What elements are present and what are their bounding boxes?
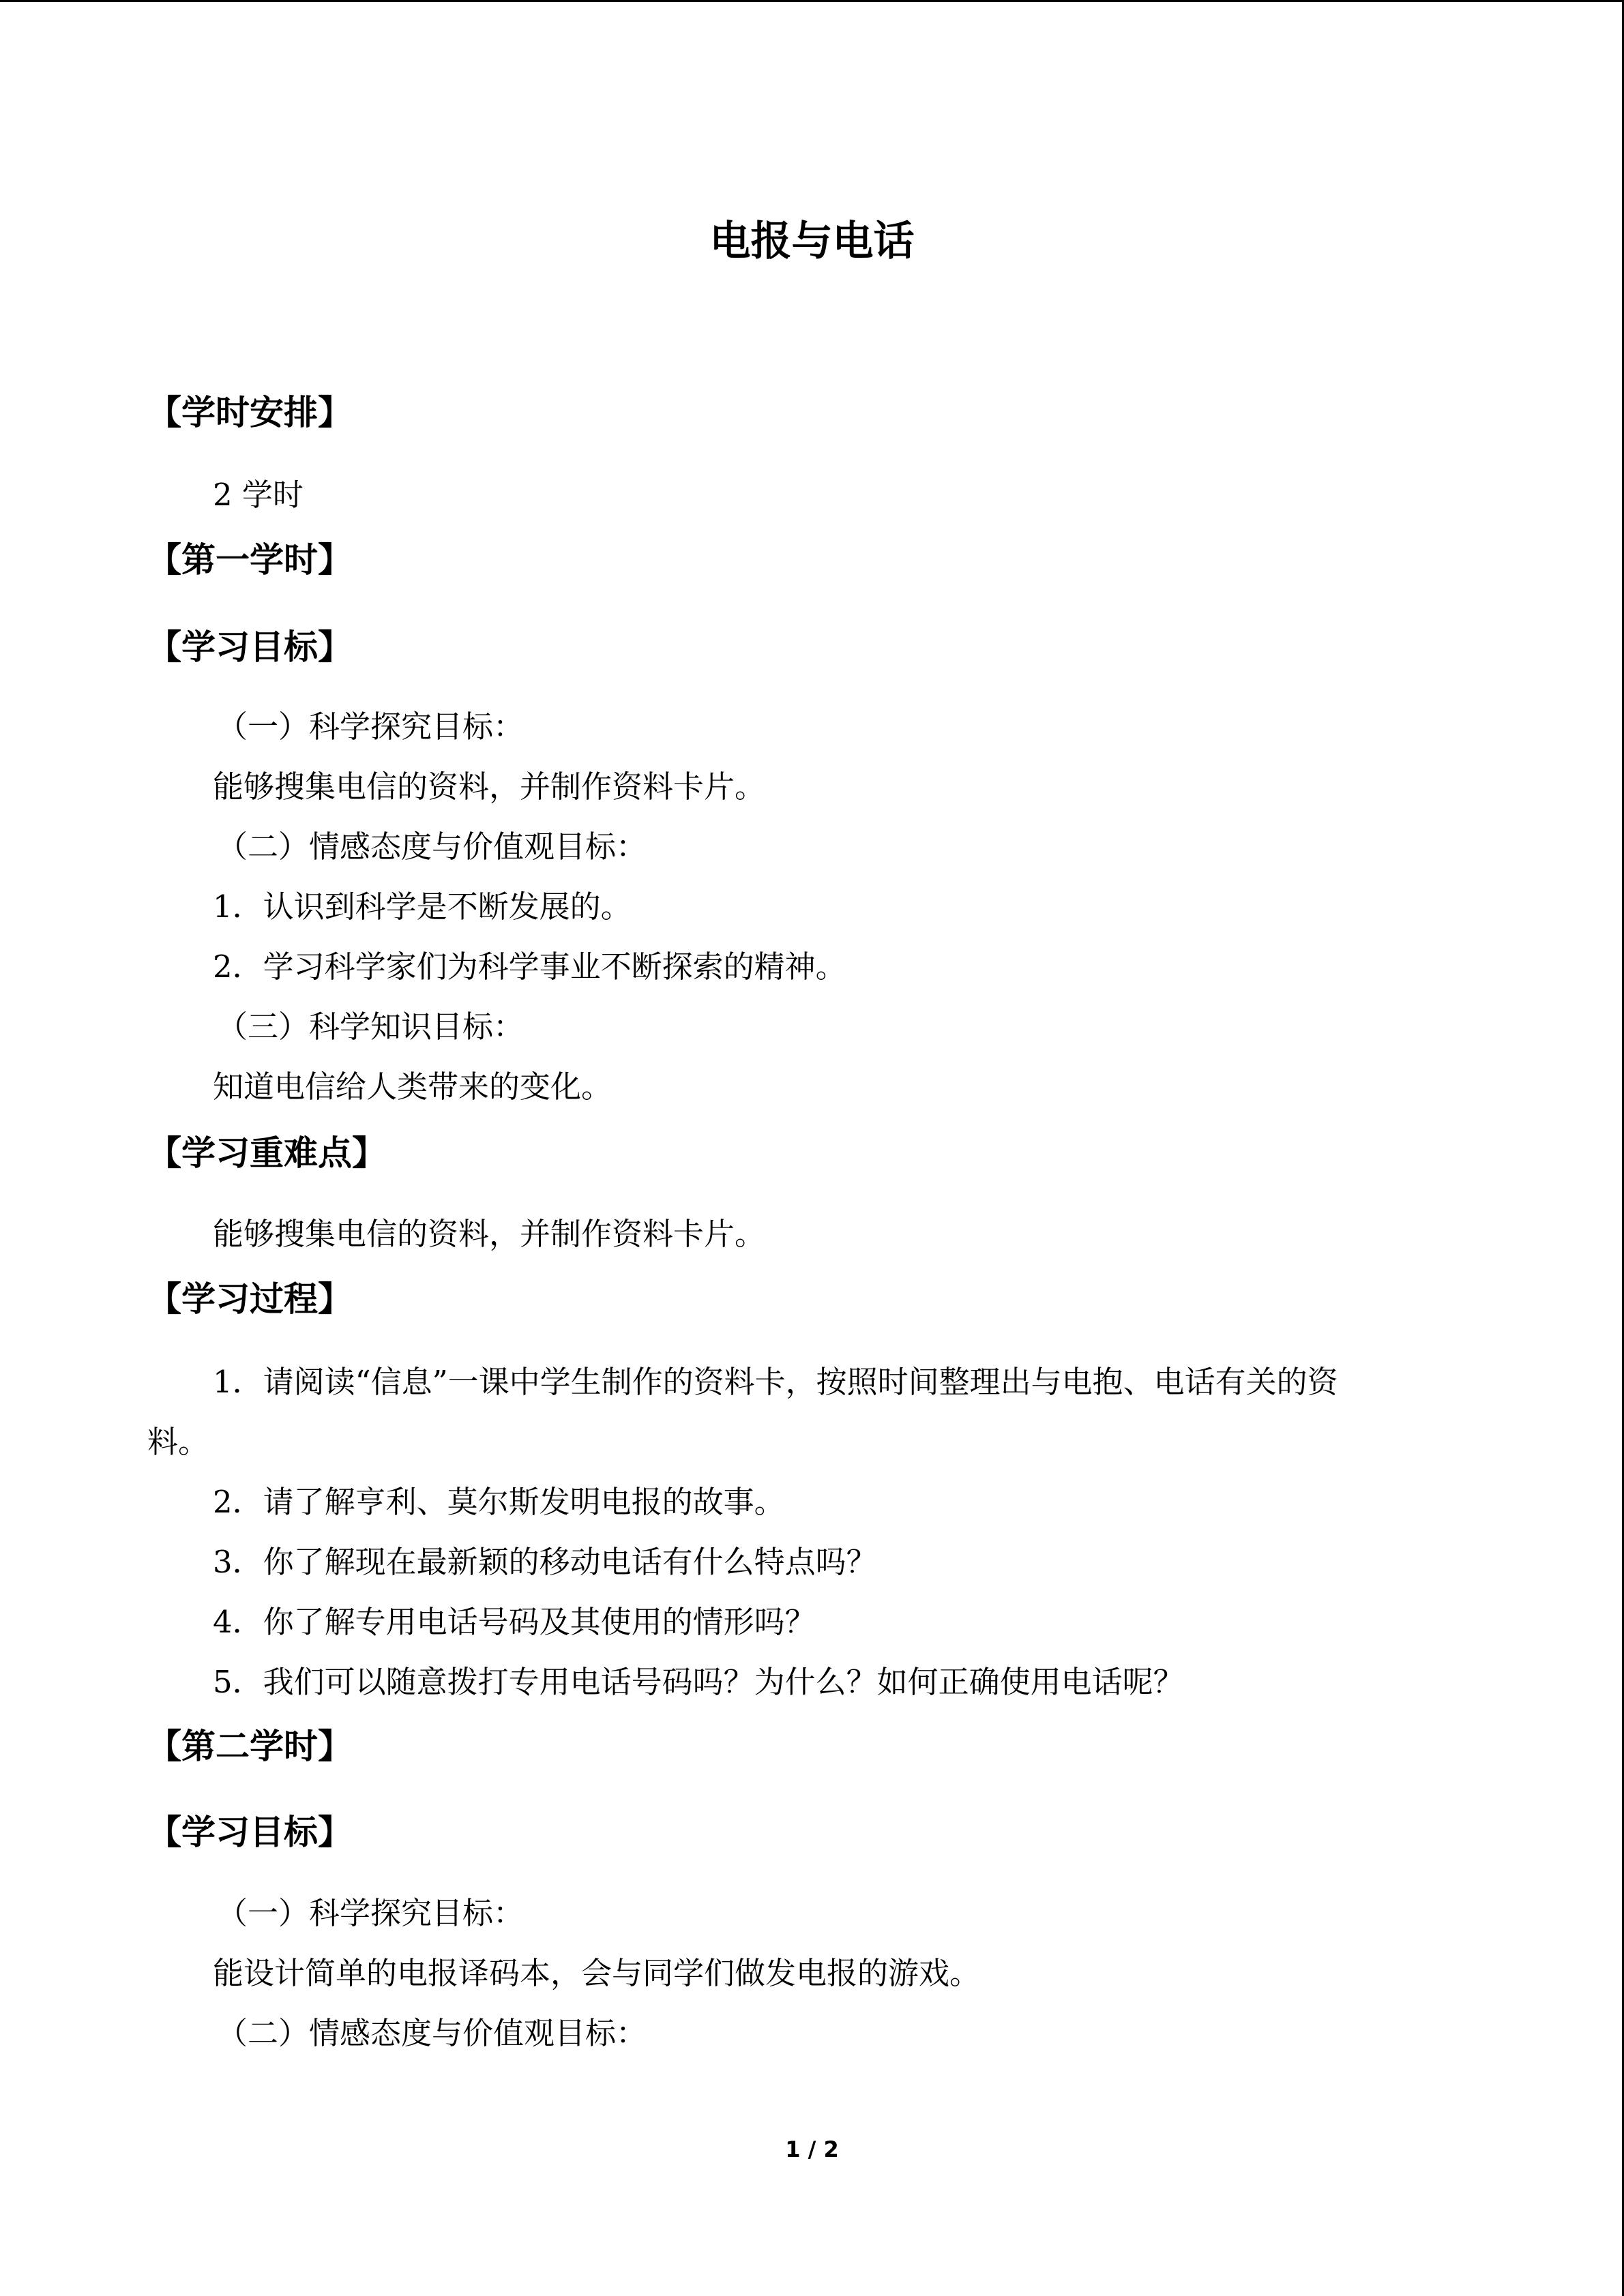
objective-knowledge-text: 知道电信给人类带来的变化。	[213, 1069, 612, 1105]
process-item-2: 2．请了解亨利、莫尔斯发明电报的故事。	[213, 1484, 785, 1520]
heading-objectives-2: 【学习目标】	[147, 1813, 352, 1852]
objective-inquiry-text: 能够搜集电信的资料，并制作资料卡片。	[213, 769, 766, 805]
objective-inquiry-label: （一）科学探究目标：	[217, 709, 525, 745]
objective-knowledge-label: （三）科学知识目标：	[217, 1009, 525, 1045]
heading-lesson-2: 【第二学时】	[147, 1727, 352, 1766]
document-title: 电报与电话	[709, 218, 915, 265]
process-item-4: 4．你了解专用电话号码及其使用的情形吗？	[213, 1604, 816, 1640]
heading-schedule: 【学时安排】	[147, 393, 352, 432]
objective-attitude-item-1: 1．认识到科学是不断发展的。	[213, 889, 632, 925]
heading-key-points: 【学习重难点】	[147, 1133, 386, 1173]
schedule-text: 2 学时	[213, 477, 304, 513]
objective-attitude-label: （二）情感态度与价值观目标：	[217, 829, 647, 865]
page-number: 1 / 2	[785, 2136, 839, 2162]
heading-process: 【学习过程】	[147, 1279, 352, 1319]
page-border-top	[0, 0, 1624, 2]
heading-objectives-1: 【学习目标】	[147, 627, 352, 667]
process-item-5: 5．我们可以随意拨打专用电话号码吗？为什么？如何正确使用电话呢？	[213, 1664, 1184, 1700]
objective2-attitude-label: （二）情感态度与价值观目标：	[217, 2015, 647, 2051]
process-item-1-continued: 料。	[147, 1424, 209, 1460]
heading-lesson-1: 【第一学时】	[147, 540, 352, 580]
objective2-inquiry-label: （一）科学探究目标：	[217, 1895, 525, 1931]
process-item-3: 3．你了解现在最新颖的移动电话有什么特点吗？	[213, 1544, 877, 1580]
objective2-inquiry-text: 能设计简单的电报译码本，会与同学们做发电报的游戏。	[213, 1955, 981, 1991]
objective-attitude-item-2: 2．学习科学家们为科学事业不断探索的精神。	[213, 949, 846, 985]
key-points-text: 能够搜集电信的资料，并制作资料卡片。	[213, 1216, 766, 1252]
process-item-1: 1．请阅读“信息”一课中学生制作的资料卡，按照时间整理出与电抱、电话有关的资	[213, 1364, 1338, 1400]
